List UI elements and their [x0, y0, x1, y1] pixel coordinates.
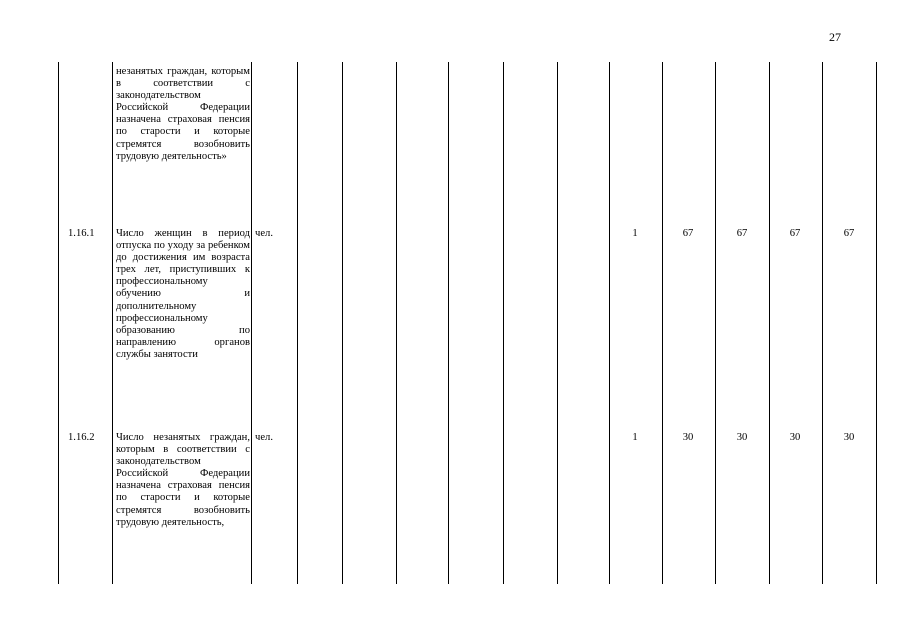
page-number: 27 — [829, 30, 841, 44]
column-line — [715, 62, 716, 584]
row-value: 30 — [789, 432, 801, 443]
column-line — [342, 62, 343, 584]
row-value: 30 — [843, 432, 855, 443]
row-value: 1 — [632, 228, 638, 239]
column-line — [58, 62, 59, 584]
column-line — [557, 62, 558, 584]
column-line — [662, 62, 663, 584]
column-line — [822, 62, 823, 584]
column-line — [251, 62, 252, 584]
row-description: Число незанятых граждан, которым в соответствии с законодательством Российской Федерации назначена страховая пенсия по старости и которые стремятся возобновить трудовую деятельность, — [116, 432, 250, 528]
row-number: 1.16.2 — [68, 432, 95, 443]
column-line — [297, 62, 298, 584]
row-value: 67 — [843, 228, 855, 239]
column-line — [503, 62, 504, 584]
column-line — [396, 62, 397, 584]
row-value: 30 — [736, 432, 748, 443]
column-line — [609, 62, 610, 584]
row-value: 67 — [789, 228, 801, 239]
column-line — [448, 62, 449, 584]
row-value: 30 — [682, 432, 694, 443]
row-unit: чел. — [255, 432, 273, 443]
row-value: 1 — [632, 432, 638, 443]
row-description: незанятых граждан, которым в соответствии с законодательством Российской Федерации назначена страховая пенсия по старости и которые стремятся возобновить трудовую деятельность» — [116, 66, 250, 162]
column-line — [769, 62, 770, 584]
column-line — [112, 62, 113, 584]
row-number: 1.16.1 — [68, 228, 95, 239]
row-value: 67 — [736, 228, 748, 239]
row-unit: чел. — [255, 228, 273, 239]
row-description: Число женщин в период отпуска по уходу за ребенком до достижения им возраста трех лет, приступивших к профессиональному обучению и дополнительному профессиональному образованию по направлению органов службы занятости — [116, 228, 250, 360]
column-line — [876, 62, 877, 584]
row-value: 67 — [682, 228, 694, 239]
